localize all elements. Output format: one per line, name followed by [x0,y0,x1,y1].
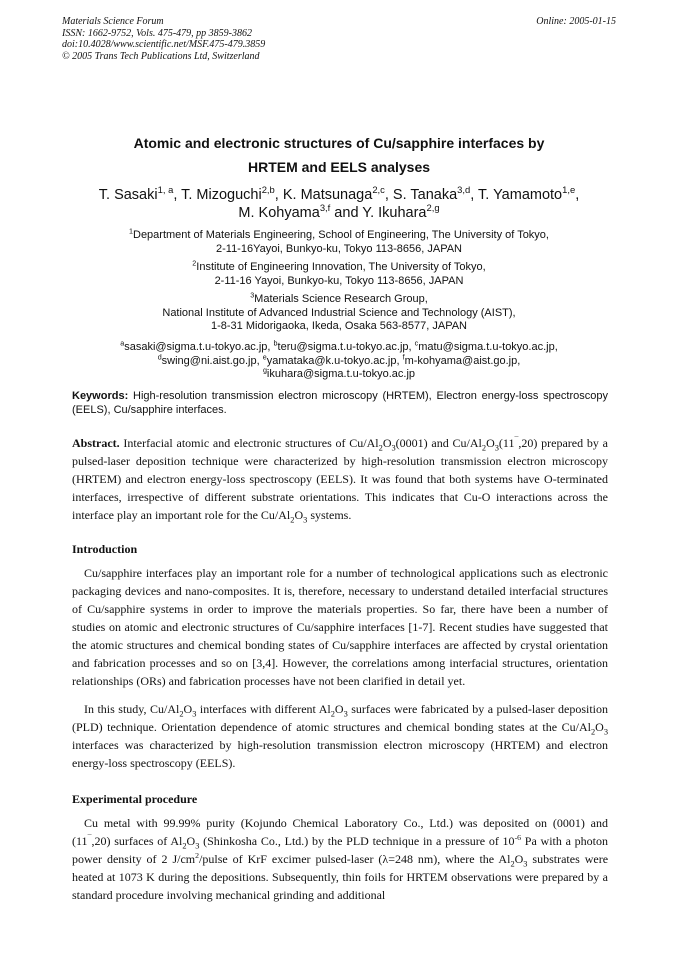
affiliation-line: National Institute of Advanced Industrial Science and Technology (AIST), [162,306,516,319]
paragraph-text: Pa with a photon power density of 2 J/cm [72,834,609,866]
keywords-label: Keywords: [72,390,129,402]
journal-name: Materials Science Forum [62,16,164,27]
abstract-text: systems. [307,508,352,522]
subscript: 3 [343,709,348,719]
subscript: 2 [330,709,335,719]
email-mark: a [120,339,125,348]
email-mark: g [262,366,267,375]
email-address: matu@sigma.t.u-tokyo.ac.jp, [418,341,558,353]
journal-issn: ISSN: 1662-9752, Vols. 475-479, pp 3859-3862 [62,27,252,39]
email-mark: d [157,352,162,361]
subscript: 2 [510,859,515,869]
email-address: teru@sigma.t.u-tokyo.ac.jp, [277,341,415,353]
affiliation-line: 2-11-16 Yayoi, Bunkyo-ku, Tokyo 113-8656, JAPAN [214,274,464,287]
section-heading-introduction: Introduction [72,542,138,556]
author-affiliation-mark: 3,d [457,184,471,196]
abstract-text: O [486,436,495,450]
keywords-text: High-resolution transmission electron microscopy (HRTEM), Electron energy-loss spectroscopy (EELS), Cu/sapphire interfaces. [72,390,608,416]
author-name: , K. Matsunaga [274,187,373,203]
overbar-mark: ¯ [514,435,519,444]
superscript: 2 [195,851,200,860]
author-affiliation-mark: 3,f [319,202,331,214]
author-affiliation-mark: 1, a [157,184,174,196]
affiliation-line: 1-8-31 Midorigaoka, Ikeda, Osaka 563-8577, JAPAN [211,320,467,332]
paragraph-text: /pulse of KrF excimer pulsed-laser (λ=248 nm), where the Al [199,852,511,866]
email-address: yamataka@k.u-tokyo.ac.jp, [266,354,403,367]
paragraph-text: O [334,702,344,716]
affiliation-number: 3 [250,291,255,300]
subscript: 3 [192,709,197,719]
author-list [40,186,638,222]
email-address: m-kohyama@aist.go.jp, [404,354,521,367]
section-heading-experimental: Experimental procedure [72,792,198,806]
author-name: T. Sasaki [98,187,158,203]
paragraph-text: O [595,720,604,734]
subscript: 2 [179,709,184,719]
email-mark: f [402,352,405,361]
email-address: ikuhara@sigma.t.u-tokyo.ac.jp [266,368,416,380]
author-name: , T. Yamamoto [470,187,563,203]
subscript: 3 [303,515,308,525]
abstract [72,434,608,524]
author-affiliation-mark: 1,e [562,184,576,196]
subscript: 2 [182,841,187,851]
paragraph-text: O [514,852,524,866]
author-name: , T. Mizoguchi [173,187,262,203]
overbar-mark: ¯ [87,833,92,842]
subscript: 3 [603,727,608,737]
subscript: 3 [494,443,499,453]
online-date: Online: 2005-01-15 [536,16,616,27]
paragraph-text: interfaces with different Al [196,702,331,716]
author-name: M. Kohyama [238,205,320,221]
affiliation-1 [40,229,638,256]
paragraph-text: surfaces were fabricated by a pulsed-laser deposition (PLD) technique. Orientation dependence of atomic structures and chemical bonding states at the Cu/Al [72,702,608,734]
subscript: 2 [290,515,295,525]
email-mark: e [262,352,267,361]
affiliation-line: Department of Materials Engineering, School of Engineering, The University of Tokyo, [133,229,549,241]
abstract-text: O [382,436,392,450]
subscript: 2 [378,443,383,453]
paragraph-text: O [186,834,196,848]
paragraph-text: O [183,702,193,716]
email-address: swing@ni.aist.go.jp, [161,354,263,367]
author-separator: , [575,187,580,203]
affiliation-line: Materials Science Research Group, [254,293,428,305]
subscript: 2 [481,443,487,453]
affiliation-number: 2 [192,259,197,268]
author-affiliation-mark: 2,c [372,184,385,196]
email-mark: c [414,339,419,348]
email-address: sasaki@sigma.t.u-tokyo.ac.jp, [124,341,274,353]
abstract-label: Abstract. [72,436,120,450]
email-mark: b [273,339,278,348]
subscript: 3 [391,443,396,453]
author-name: , S. Tanaka [384,187,458,203]
paragraph-text: ,20) surfaces of Al [91,834,183,848]
journal-doi: doi:10.4028/www.scientific.net/MSF.475-479.3859 [62,39,266,50]
paragraph-text: (Shinkosha Co., Ltd.) by the PLD technique in a pressure of 10 [199,834,515,848]
abstract-text: O [294,508,304,522]
paper-title-line-2: HRTEM and EELS analyses [247,159,431,175]
affiliation-line: Institute of Engineering Innovation, The University of Tokyo, [196,261,486,273]
paragraph-text: substrates were heated at 1073 K during the depositions. Subsequently, thin foils for HRTEM observations were prepared by a standard procedure involving mechanical grinding and additional [72,852,609,902]
abstract-text: (0001) and Cu/Al [395,436,482,450]
affiliation-number: 1 [129,227,133,236]
abstract-text: Interfacial atomic and electronic structures of Cu/Al [119,436,379,450]
keywords [72,390,608,417]
email-list [40,341,638,382]
subscript: 3 [523,859,528,869]
author-affiliation-mark: 2,b [261,184,275,196]
journal-copyright: © 2005 Trans Tech Publications Ltd, Switzerland [62,50,260,62]
superscript: -6 [514,833,522,842]
paragraph-text: In this study, Cu/Al [84,702,180,716]
paper-title-line-1: Atomic and electronic structures of Cu/sapphire interfaces by [133,135,545,151]
author-name: and Y. Ikuhara [330,205,427,221]
abstract-text: ,20) prepared by a pulsed-laser deposition technique were characterized by high-resolution transmission electron microscopy (HRTEM) and electron energy-loss spectroscopy (EELS). It was found that both systems have O-terminated interfaces, irrespective of different substrate orientations. This indicates that Cu-O interactions across the interface play an important role for the Cu/Al [72,436,608,522]
affiliation-3 [40,293,638,334]
affiliation-2 [40,261,638,288]
affiliation-line: 2-11-16Yayoi, Bunkyo-ku, Tokyo 113-8656, JAPAN [215,242,462,255]
introduction-paragraph-2 [72,700,608,772]
introduction-paragraph-1: Cu/sapphire interfaces play an important role for a number of technological applications such as electronic packaging devices and nano-composites. It is, therefore, necessary to understand detailed interfacial structures of Cu/sapphire systems in order to improve the materials properties. So far, there have been a number of studies on atomic and electronic structures of Cu/sapphire interfaces [1-7]. Recent studies have suggested that the atomic structures and chemical bonding states of Cu/sapphire interfaces are affected by crystal orientation and fabrication processes and so on [3,4]. However, the correlations among interfacial structures, orientation relationships (ORs) and fabrication processes have not been clarified in detail yet. [72,566,608,688]
author-affiliation-mark: 2,g [426,202,440,214]
paragraph-text: Cu metal with 99.99% purity (Kojundo Chemical Laboratory Co., Ltd.) was deposited on (0001) and (11 [72,816,608,848]
subscript: 3 [195,841,200,851]
journal-header [62,16,265,62]
paragraph-text: interfaces was characterized by high-resolution transmission electron microscopy (HRTEM) and electron energy-loss spectroscopy (EELS). [72,738,608,770]
experimental-paragraph [72,814,608,904]
abstract-text: (11 [498,436,515,450]
subscript: 2 [590,727,596,737]
